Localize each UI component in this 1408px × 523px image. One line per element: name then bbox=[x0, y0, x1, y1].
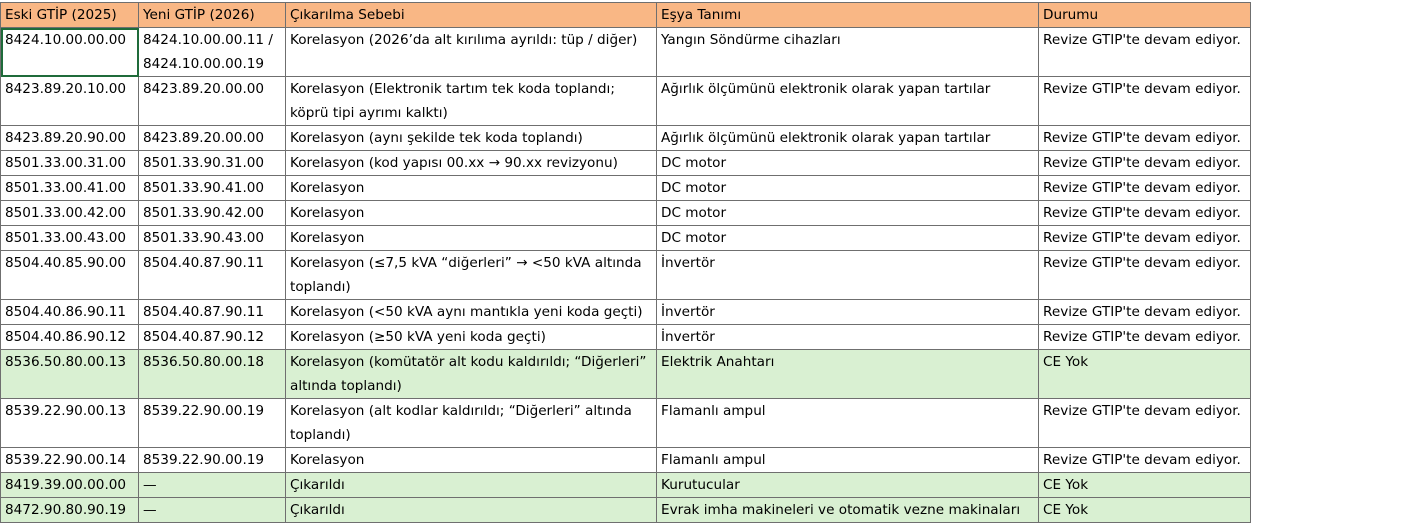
cell-esya-tanimi[interactable]: Flamanlı ampul bbox=[657, 399, 1039, 448]
cell-eski-gtip[interactable]: 8501.33.00.41.00 bbox=[1, 176, 139, 201]
spreadsheet-table bbox=[0, 2, 1251, 523]
cell-esya-tanimi[interactable]: İnvertör bbox=[657, 300, 1039, 325]
cell-yeni-gtip[interactable]: 8501.33.90.42.00 bbox=[139, 201, 286, 226]
cell-cikarilma-sebebi[interactable]: Korelasyon (<50 kVA aynı mantıkla yeni koda geçti) bbox=[286, 300, 657, 325]
cell-esya-tanimi[interactable]: Flamanlı ampul bbox=[657, 448, 1039, 473]
cell-durumu[interactable]: Revize GTIP'te devam ediyor. bbox=[1039, 325, 1251, 350]
cell-eski-gtip[interactable]: 8539.22.90.00.14 bbox=[1, 448, 139, 473]
cell-esya-tanimi[interactable]: DC motor bbox=[657, 151, 1039, 176]
cell-yeni-gtip[interactable]: — bbox=[139, 498, 286, 523]
cell-cikarilma-sebebi[interactable]: Korelasyon bbox=[286, 448, 657, 473]
cell-yeni-gtip[interactable]: 8424.10.00.00.11 / 8424.10.00.00.19 bbox=[139, 28, 286, 77]
header-row bbox=[1, 3, 1251, 28]
cell-eski-gtip[interactable]: 8424.10.00.00.00 bbox=[1, 28, 139, 77]
cell-durumu[interactable]: CE Yok bbox=[1039, 350, 1251, 399]
cell-eski-gtip[interactable]: 8504.40.86.90.11 bbox=[1, 300, 139, 325]
cell-yeni-gtip[interactable]: 8423.89.20.00.00 bbox=[139, 126, 286, 151]
header-eski-gtip[interactable]: Eski GTİP (2025) bbox=[1, 3, 139, 28]
header-durumu[interactable]: Durumu bbox=[1039, 3, 1251, 28]
cell-cikarilma-sebebi[interactable]: Korelasyon (2026’da alt kırılıma ayrıldı: tüp / diğer) bbox=[286, 28, 657, 77]
cell-durumu[interactable]: Revize GTIP'te devam ediyor. bbox=[1039, 226, 1251, 251]
table-row bbox=[1, 325, 1251, 350]
cell-yeni-gtip[interactable]: 8501.33.90.43.00 bbox=[139, 226, 286, 251]
cell-eski-gtip[interactable]: 8504.40.85.90.00 bbox=[1, 251, 139, 300]
cell-eski-gtip[interactable]: 8423.89.20.10.00 bbox=[1, 77, 139, 126]
cell-eski-gtip[interactable]: 8504.40.86.90.12 bbox=[1, 325, 139, 350]
table-row bbox=[1, 498, 1251, 523]
cell-yeni-gtip[interactable]: 8423.89.20.00.00 bbox=[139, 77, 286, 126]
cell-cikarilma-sebebi[interactable]: Çıkarıldı bbox=[286, 473, 657, 498]
cell-esya-tanimi[interactable]: Ağırlık ölçümünü elektronik olarak yapan tartılar bbox=[657, 126, 1039, 151]
table-row bbox=[1, 226, 1251, 251]
table-row bbox=[1, 251, 1251, 300]
cell-esya-tanimi[interactable]: Elektrik Anahtarı bbox=[657, 350, 1039, 399]
cell-durumu[interactable]: Revize GTIP'te devam ediyor. bbox=[1039, 448, 1251, 473]
cell-eski-gtip[interactable]: 8472.90.80.90.19 bbox=[1, 498, 139, 523]
cell-esya-tanimi[interactable]: Ağırlık ölçümünü elektronik olarak yapan tartılar bbox=[657, 77, 1039, 126]
table-row bbox=[1, 28, 1251, 77]
cell-esya-tanimi[interactable]: İnvertör bbox=[657, 251, 1039, 300]
cell-esya-tanimi[interactable]: İnvertör bbox=[657, 325, 1039, 350]
cell-cikarilma-sebebi[interactable]: Korelasyon (Elektronik tartım tek koda toplandı; köprü tipi ayrımı kalktı) bbox=[286, 77, 657, 126]
cell-cikarilma-sebebi[interactable]: Korelasyon (≤7,5 kVA “diğerleri” → <50 kVA altında toplandı) bbox=[286, 251, 657, 300]
cell-eski-gtip[interactable]: 8501.33.00.42.00 bbox=[1, 201, 139, 226]
table-row bbox=[1, 300, 1251, 325]
cell-durumu[interactable]: Revize GTIP'te devam ediyor. bbox=[1039, 28, 1251, 77]
cell-durumu[interactable]: Revize GTIP'te devam ediyor. bbox=[1039, 201, 1251, 226]
cell-yeni-gtip[interactable]: 8504.40.87.90.11 bbox=[139, 251, 286, 300]
cell-durumu[interactable]: Revize GTIP'te devam ediyor. bbox=[1039, 251, 1251, 300]
table-row bbox=[1, 201, 1251, 226]
header-cikarilma-sebebi[interactable]: Çıkarılma Sebebi bbox=[286, 3, 657, 28]
cell-esya-tanimi[interactable]: Yangın Söndürme cihazları bbox=[657, 28, 1039, 77]
cell-cikarilma-sebebi[interactable]: Korelasyon (komütatör alt kodu kaldırıldı; “Diğerleri” altında toplandı) bbox=[286, 350, 657, 399]
cell-esya-tanimi[interactable]: DC motor bbox=[657, 176, 1039, 201]
cell-yeni-gtip[interactable]: 8536.50.80.00.18 bbox=[139, 350, 286, 399]
cell-durumu[interactable]: Revize GTIP'te devam ediyor. bbox=[1039, 151, 1251, 176]
cell-yeni-gtip[interactable]: — bbox=[139, 473, 286, 498]
cell-yeni-gtip[interactable]: 8504.40.87.90.11 bbox=[139, 300, 286, 325]
cell-eski-gtip[interactable]: 8501.33.00.31.00 bbox=[1, 151, 139, 176]
table-row bbox=[1, 473, 1251, 498]
cell-eski-gtip[interactable]: 8539.22.90.00.13 bbox=[1, 399, 139, 448]
cell-esya-tanimi[interactable]: DC motor bbox=[657, 201, 1039, 226]
cell-cikarilma-sebebi[interactable]: Korelasyon bbox=[286, 201, 657, 226]
cell-eski-gtip[interactable]: 8536.50.80.00.13 bbox=[1, 350, 139, 399]
table-row bbox=[1, 176, 1251, 201]
cell-yeni-gtip[interactable]: 8501.33.90.31.00 bbox=[139, 151, 286, 176]
cell-durumu[interactable]: Revize GTIP'te devam ediyor. bbox=[1039, 300, 1251, 325]
cell-cikarilma-sebebi[interactable]: Çıkarıldı bbox=[286, 498, 657, 523]
cell-esya-tanimi[interactable]: Evrak imha makineleri ve otomatik vezne makinaları bbox=[657, 498, 1039, 523]
cell-yeni-gtip[interactable]: 8501.33.90.41.00 bbox=[139, 176, 286, 201]
table-row bbox=[1, 77, 1251, 126]
cell-yeni-gtip[interactable]: 8539.22.90.00.19 bbox=[139, 448, 286, 473]
cell-durumu[interactable]: Revize GTIP'te devam ediyor. bbox=[1039, 126, 1251, 151]
table-row bbox=[1, 126, 1251, 151]
cell-esya-tanimi[interactable]: DC motor bbox=[657, 226, 1039, 251]
cell-cikarilma-sebebi[interactable]: Korelasyon (aynı şekilde tek koda toplandı) bbox=[286, 126, 657, 151]
header-esya-tanimi[interactable]: Eşya Tanımı bbox=[657, 3, 1039, 28]
cell-durumu[interactable]: CE Yok bbox=[1039, 473, 1251, 498]
cell-durumu[interactable]: CE Yok bbox=[1039, 498, 1251, 523]
cell-durumu[interactable]: Revize GTIP'te devam ediyor. bbox=[1039, 176, 1251, 201]
cell-cikarilma-sebebi[interactable]: Korelasyon (alt kodlar kaldırıldı; “Diğerleri” altında toplandı) bbox=[286, 399, 657, 448]
cell-durumu[interactable]: Revize GTIP'te devam ediyor. bbox=[1039, 399, 1251, 448]
cell-cikarilma-sebebi[interactable]: Korelasyon (kod yapısı 00.xx → 90.xx revizyonu) bbox=[286, 151, 657, 176]
cell-eski-gtip[interactable]: 8423.89.20.90.00 bbox=[1, 126, 139, 151]
table-row bbox=[1, 151, 1251, 176]
cell-eski-gtip[interactable]: 8501.33.00.43.00 bbox=[1, 226, 139, 251]
cell-cikarilma-sebebi[interactable]: Korelasyon (≥50 kVA yeni koda geçti) bbox=[286, 325, 657, 350]
cell-eski-gtip[interactable]: 8419.39.00.00.00 bbox=[1, 473, 139, 498]
cell-cikarilma-sebebi[interactable]: Korelasyon bbox=[286, 176, 657, 201]
cell-yeni-gtip[interactable]: 8539.22.90.00.19 bbox=[139, 399, 286, 448]
cell-cikarilma-sebebi[interactable]: Korelasyon bbox=[286, 226, 657, 251]
table-row bbox=[1, 448, 1251, 473]
table-row bbox=[1, 350, 1251, 399]
table-row bbox=[1, 399, 1251, 448]
cell-esya-tanimi[interactable]: Kurutucular bbox=[657, 473, 1039, 498]
cell-yeni-gtip[interactable]: 8504.40.87.90.12 bbox=[139, 325, 286, 350]
cell-durumu[interactable]: Revize GTIP'te devam ediyor. bbox=[1039, 77, 1251, 126]
header-yeni-gtip[interactable]: Yeni GTİP (2026) bbox=[139, 3, 286, 28]
